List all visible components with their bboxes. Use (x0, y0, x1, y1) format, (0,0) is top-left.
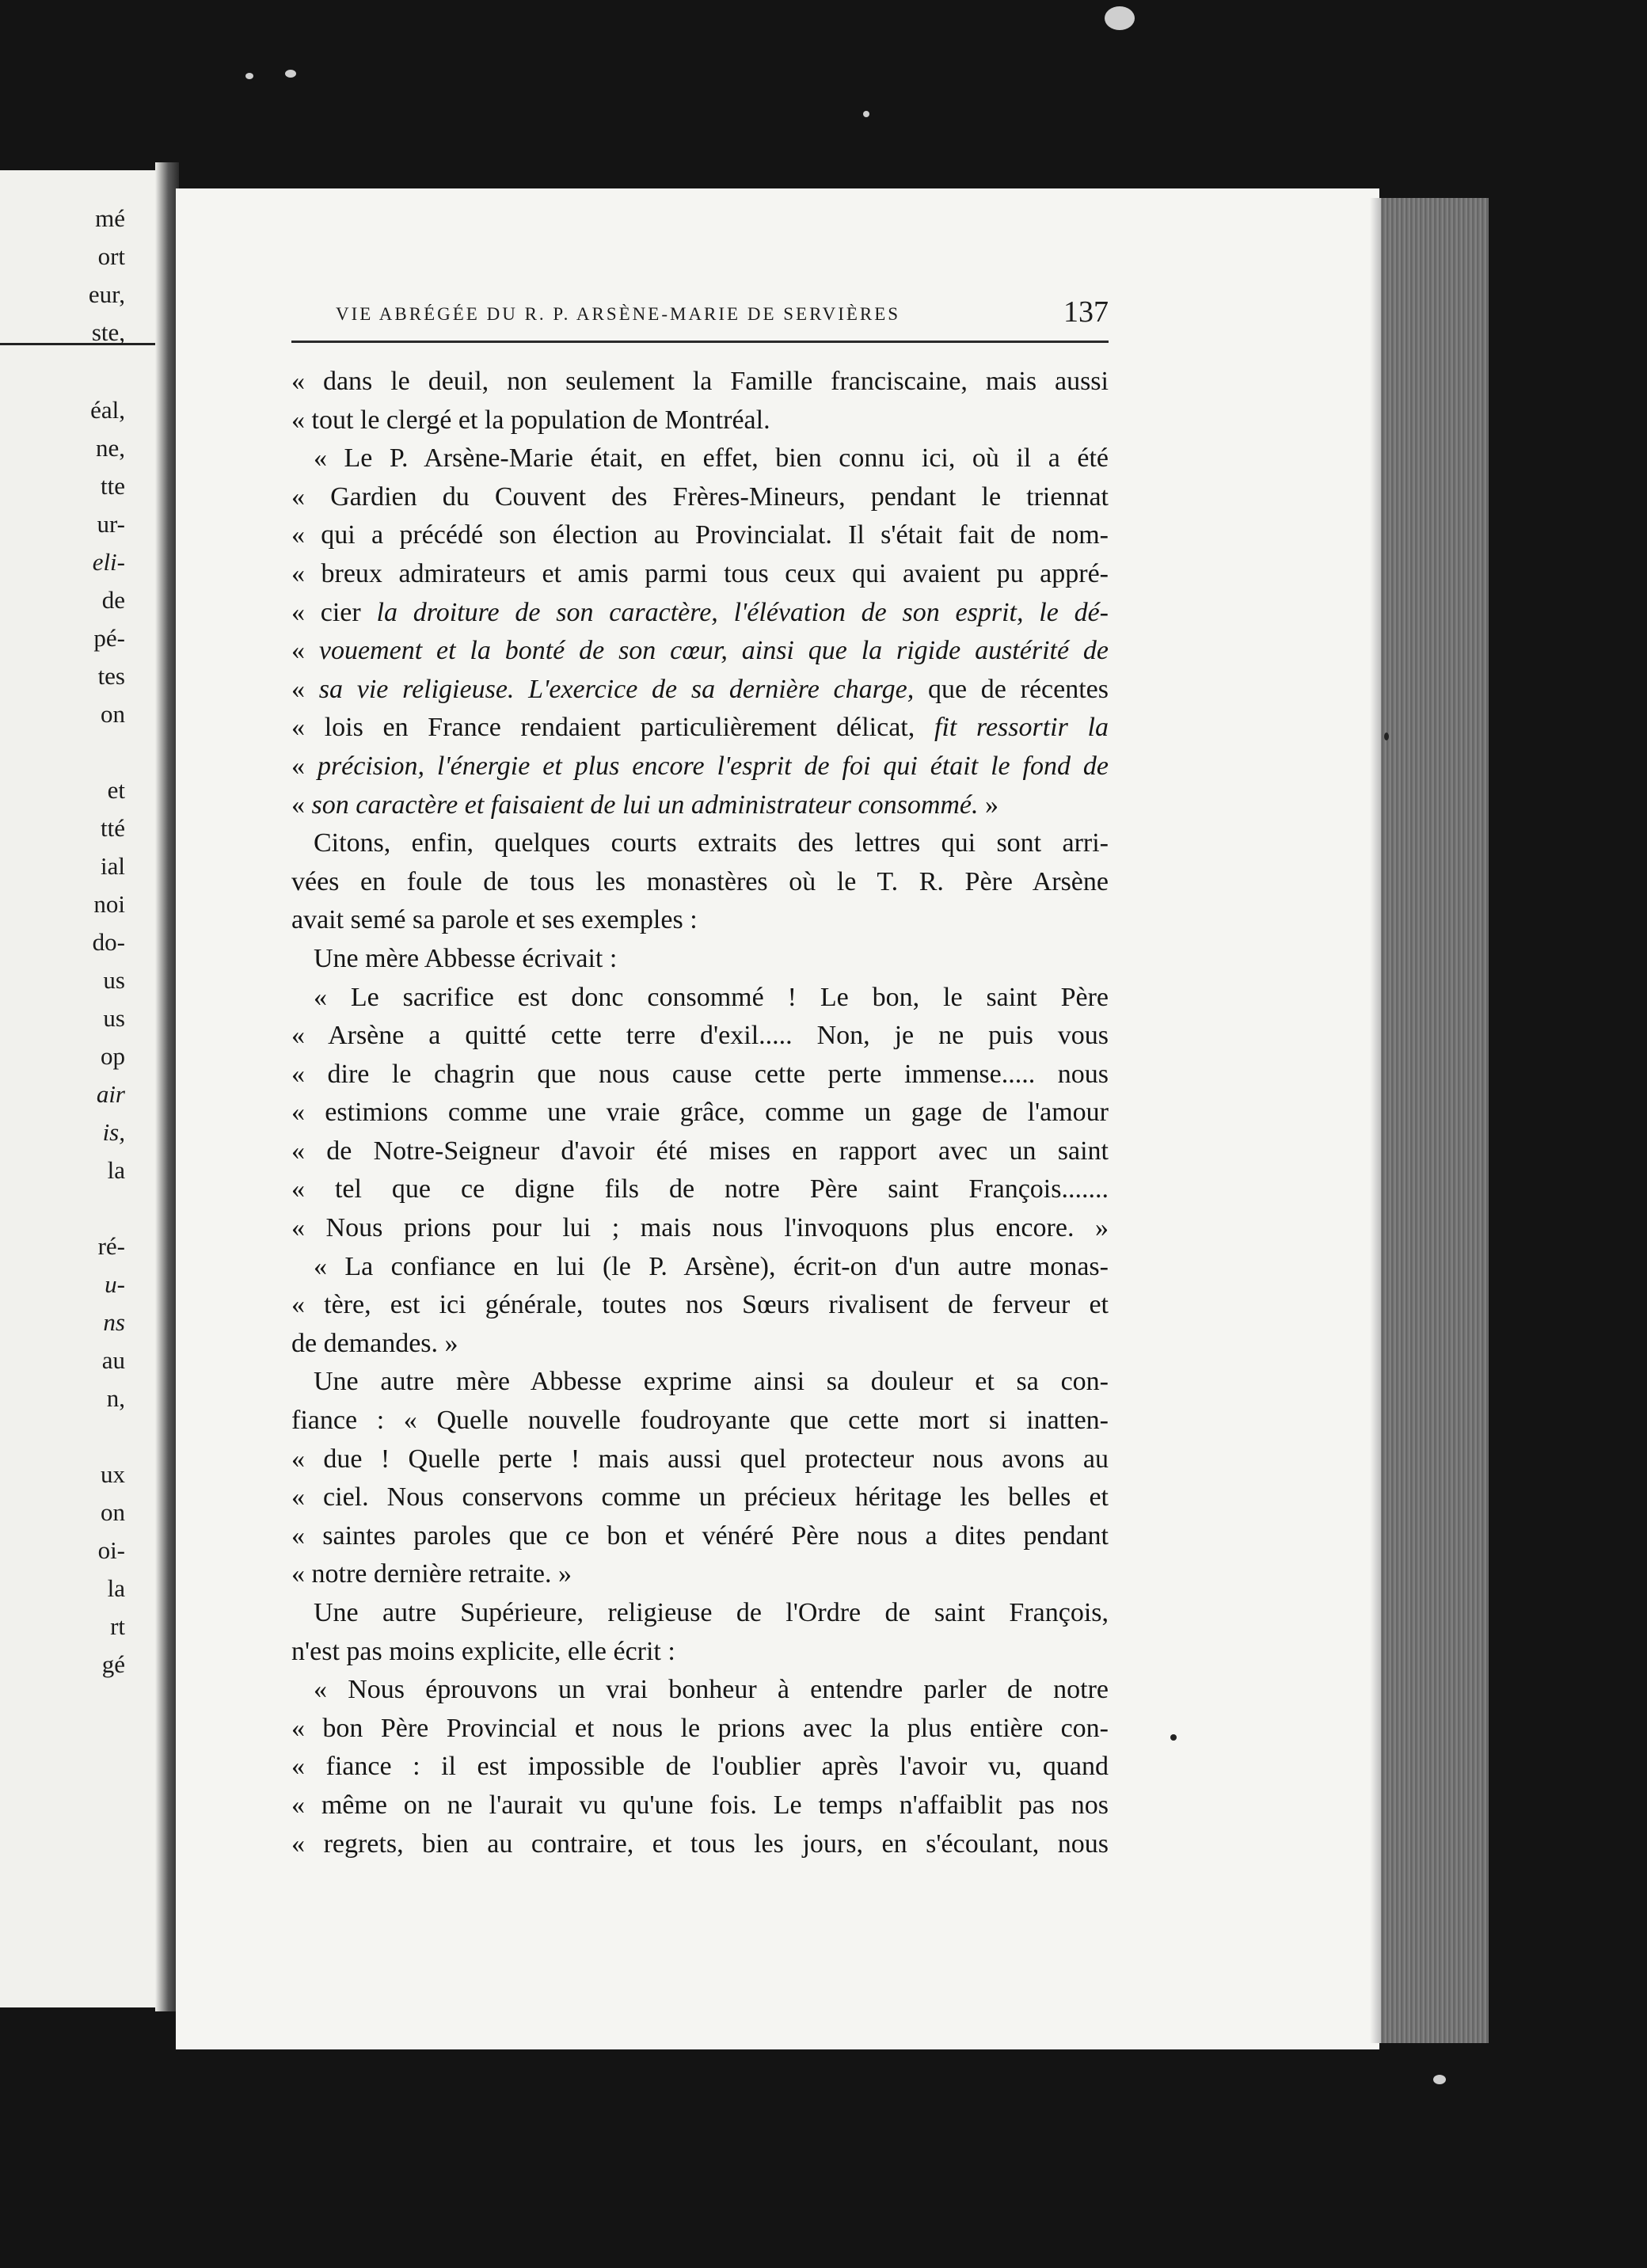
text-line (291, 1748, 1109, 1787)
film-speck (863, 111, 869, 117)
text-line (291, 1825, 1109, 1864)
text-line (291, 940, 1109, 979)
text-segment: Une autre mère Abbesse exprime ainsi sa douleur et sa con- (314, 1367, 1109, 1397)
text-line (291, 1594, 1109, 1633)
text-segment: « regrets, bien au contraire, et tous les jours, en s'écoulant, nous (291, 1828, 1109, 1859)
text-line (291, 516, 1109, 555)
text-segment: « Gardien du Couvent des Frères-Mineurs, pendant le triennat (291, 481, 1109, 512)
running-title: VIE ABRÉGÉE DU R. P. ARSÈNE-MARIE DE SERVIÈRES (336, 304, 901, 324)
text-segment: n'est pas moins explicite, elle écrit : (291, 1636, 675, 1666)
text-segment: « Le P. Arsène-Marie était, en effet, bien connu ici, où il a été (314, 443, 1109, 474)
facing-page-fragment: rt (110, 1612, 125, 1640)
facing-page-fragment: is, (102, 1118, 125, 1146)
text-segment: « (291, 636, 319, 666)
text-line (291, 401, 1109, 440)
text-line (291, 1094, 1109, 1132)
facing-page-fragment: us (103, 966, 125, 994)
text-segment: avait semé sa parole et ses exemples : (291, 905, 698, 935)
text-line (291, 1286, 1109, 1325)
italic-text: sa vie religieuse. L'exercice de sa dernière charge, (318, 674, 915, 704)
text-segment: « de Notre-Seigneur d'avoir été mises en rapport avec un saint (291, 1136, 1109, 1166)
text-line (291, 863, 1109, 902)
facing-page-fragment: us (103, 1004, 125, 1032)
facing-page-fragment: eli- (92, 548, 125, 576)
text-segment: « même on ne l'aurait vu qu'une fois. Le temps n'affaiblit pas nos (291, 1790, 1109, 1820)
text-segment: Une mère Abbesse écrivait : (314, 943, 618, 973)
text-segment: « (291, 751, 318, 781)
italic-text: précision, l'énergie et plus encore l'esprit de foi qui était le fond de (317, 751, 1109, 781)
facing-page-fragment: ial (101, 852, 125, 880)
facing-page-fragment: on (101, 1498, 125, 1526)
text-segment: « cier (291, 597, 377, 627)
text-line (291, 1170, 1109, 1209)
text-line (291, 1017, 1109, 1056)
text-line (291, 671, 1109, 710)
text-segment: « Nous éprouvons un vrai bonheur à entendre parler de notre (314, 1675, 1109, 1705)
text-segment: « dans le deuil, non seulement la Famille franciscaine, mais aussi (291, 367, 1109, 396)
facing-page-fragment: ns (103, 1308, 125, 1336)
facing-page-fragment: noi (93, 890, 125, 918)
text-segment: de demandes. » (291, 1328, 458, 1358)
facing-page-fragment: et (107, 776, 125, 804)
text-line (291, 1671, 1109, 1710)
facing-page-fragment: tes (97, 662, 125, 690)
facing-page-fragment: n, (106, 1384, 125, 1412)
text-line (291, 1633, 1109, 1672)
text-segment: que de récentes (914, 674, 1109, 704)
margin-speck (1384, 733, 1389, 740)
text-line (291, 786, 1109, 825)
film-speck (285, 70, 296, 78)
body-text (291, 363, 1109, 1863)
text-segment: « ciel. Nous conservons comme un précieux héritage les belles et (291, 1482, 1109, 1513)
text-segment: « La confiance en lui (le P. Arsène), écrit-on d'un autre monas- (314, 1251, 1109, 1281)
text-segment: « tel que ce digne fils de notre Père saint François....... (291, 1174, 1109, 1204)
facing-page-fragment: mé (95, 204, 125, 232)
text-segment: « (291, 674, 319, 704)
text-line (291, 440, 1109, 478)
film-speck (245, 73, 253, 79)
page-number: 137 (1063, 295, 1109, 329)
facing-page-fragment: do- (92, 928, 125, 956)
text-line (291, 1363, 1109, 1402)
text-segment: « bon Père Provincial et nous le prions avec la plus entière con- (291, 1713, 1109, 1743)
facing-page-fragment: air (96, 1080, 125, 1108)
text-segment: « due ! Quelle perte ! mais aussi quel protecteur nous avons au (291, 1444, 1109, 1474)
facing-page-fragment: au (101, 1346, 125, 1374)
facing-page-fragment: ste, (91, 318, 125, 346)
text-segment: « lois en France rendaient particulièrement délicat, (291, 713, 934, 743)
facing-page-fragment: on (101, 700, 125, 728)
text-line (291, 1056, 1109, 1094)
film-speck (1105, 6, 1135, 30)
text-line (291, 709, 1109, 748)
facing-page-fragment: la (107, 1574, 125, 1602)
header-rule (0, 343, 158, 345)
italic-text: son caractère et faisaient de lui un administrateur consommé. (311, 790, 979, 820)
facing-page-fragment: u- (105, 1270, 125, 1298)
text-segment: « fiance : il est impossible de l'oublier après l'avoir vu, quand (291, 1752, 1109, 1782)
facing-page-fragment: pé- (93, 624, 125, 652)
text-line (291, 1517, 1109, 1556)
film-speck (1433, 2075, 1446, 2084)
text-line (291, 1710, 1109, 1749)
text-line (291, 901, 1109, 940)
text-segment: « tout le clergé et la population de Montréal. (291, 405, 770, 435)
text-line (291, 363, 1109, 401)
text-segment: « tère, est ici générale, toutes nos Sœurs rivalisent de ferveur et (291, 1290, 1109, 1320)
text-segment: Une autre Supérieure, religieuse de l'Ordre de saint François, (314, 1598, 1109, 1627)
text-line (291, 555, 1109, 594)
facing-page-fragment: oi- (97, 1536, 125, 1564)
text-line (291, 1402, 1109, 1440)
text-line (291, 1248, 1109, 1287)
text-segment: « saintes paroles que ce bon et vénéré Père nous a dites pendant (291, 1520, 1109, 1551)
facing-page-fragment: ré- (97, 1232, 125, 1260)
facing-page-fragment: de (101, 586, 125, 614)
text-segment: « Arsène a quitté cette terre d'exil..... Non, je ne puis vous (291, 1021, 1109, 1051)
text-line (291, 594, 1109, 633)
facing-page-fragment: ort (97, 242, 125, 270)
italic-text: la droiture de son caractère, l'élévation de son esprit, le dé- (376, 597, 1109, 627)
facing-page-fragment: ux (101, 1460, 125, 1488)
facing-page-fragment: gé (101, 1650, 125, 1678)
italic-text: fit ressortir la (934, 713, 1109, 743)
text-line (291, 824, 1109, 863)
facing-page-fragment: la (107, 1156, 125, 1184)
text-line (291, 1132, 1109, 1171)
facing-page-fragment: ne, (95, 434, 125, 462)
text-line (291, 1555, 1109, 1594)
text-segment: » (978, 790, 999, 820)
facing-page-fragment: éal, (90, 396, 125, 424)
facing-page-fragment: eur, (88, 280, 125, 308)
text-segment: « (291, 790, 312, 820)
text-line (291, 748, 1109, 786)
text-line (291, 1325, 1109, 1364)
margin-speck (1170, 1734, 1177, 1741)
page-edges (1379, 198, 1489, 2043)
text-segment: « dire le chagrin que nous cause cette perte immense..... nous (291, 1059, 1109, 1089)
facing-page-fragment: op (101, 1042, 125, 1070)
facing-page (0, 170, 158, 2007)
text-segment: « Le sacrifice est donc consommé ! Le bon, le saint Père (314, 982, 1109, 1012)
text-line (291, 1440, 1109, 1479)
text-line (291, 1209, 1109, 1248)
text-segment: « notre dernière retraite. » (291, 1559, 572, 1589)
text-segment: Citons, enfin, quelques courts extraits des lettres qui sont arri- (314, 828, 1109, 858)
running-header (291, 295, 1109, 343)
text-line (291, 979, 1109, 1018)
text-segment: « estimions comme une vraie grâce, comme un gage de l'amour (291, 1098, 1109, 1128)
facing-page-fragment: tte (101, 472, 125, 500)
text-segment: « Nous prions pour lui ; mais nous l'invoquons plus encore. » (291, 1213, 1109, 1243)
text-segment: vées en foule de tous les monastères où le T. R. Père Arsène (291, 866, 1109, 896)
text-line (291, 1478, 1109, 1517)
text-line (291, 1787, 1109, 1825)
text-segment: fiance : « Quelle nouvelle foudroyante que cette mort si inatten- (291, 1406, 1109, 1436)
text-segment: « qui a précédé son élection au Provincialat. Il s'était fait de nom- (291, 520, 1109, 550)
text-line (291, 632, 1109, 671)
italic-text: vouement et la bonté de son cœur, ainsi que la rigide austérité de (318, 636, 1109, 666)
text-line (291, 478, 1109, 517)
facing-page-fragment: ur- (97, 510, 125, 538)
facing-page-fragment: tté (101, 814, 125, 842)
text-segment: « breux admirateurs et amis parmi tous ceux qui avaient pu appré- (291, 558, 1109, 588)
